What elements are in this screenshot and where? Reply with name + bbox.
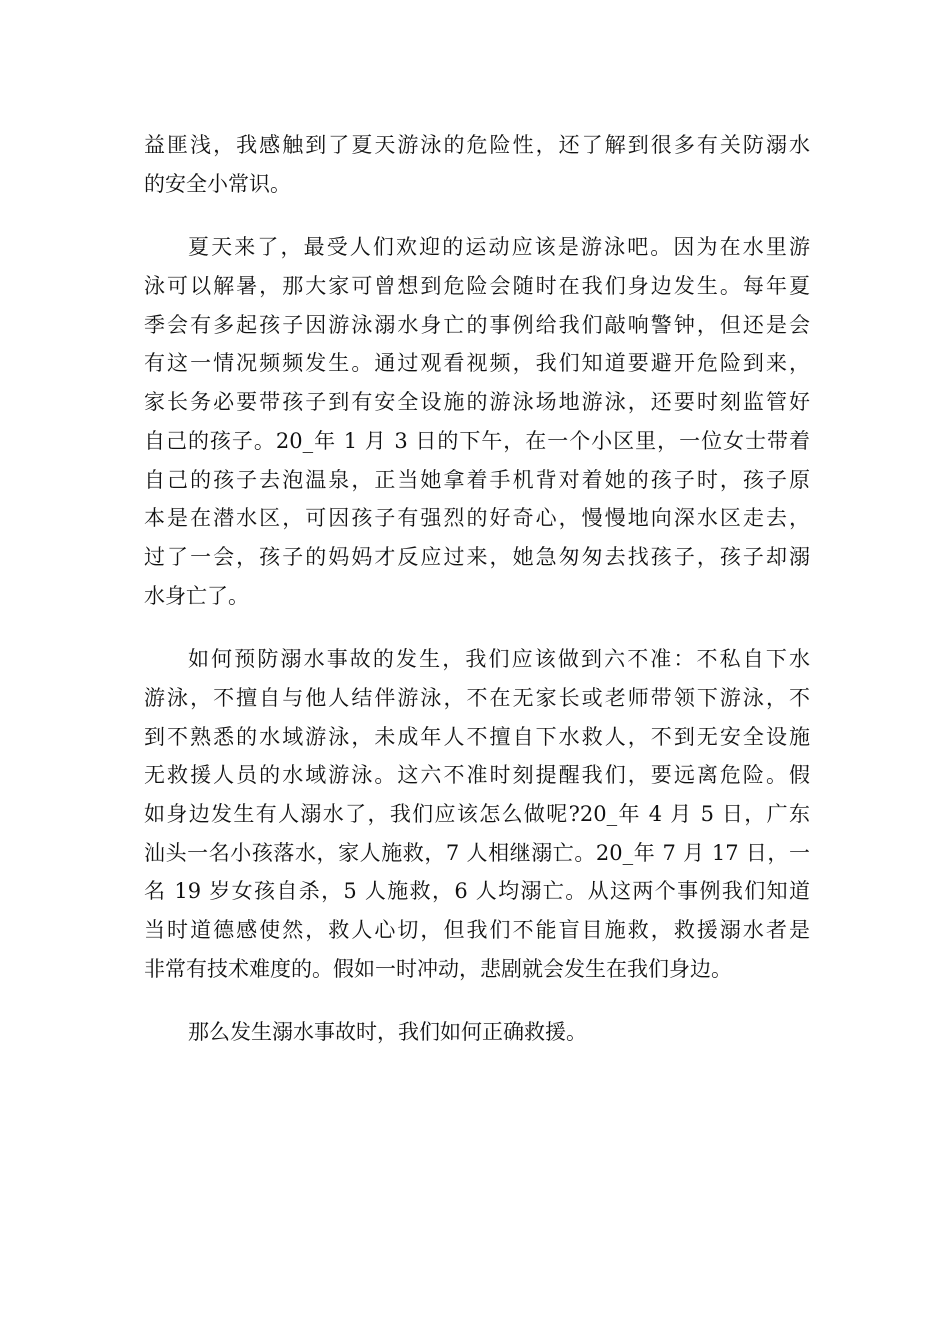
text-line: 当时道德感使然，救人心切，但我们不能盲目施救，救援溺水者是 <box>144 918 810 943</box>
paragraph-gap <box>144 615 810 640</box>
text-line: 泳可以解暑，那大家可曾想到危险会随时在我们身边发生。每年夏 <box>144 274 810 299</box>
text-line: 过了一会，孩子的妈妈才反应过来，她急匆匆去找孩子，孩子却溺 <box>144 544 810 569</box>
text-line: 无救援人员的水域游泳。这六不准时刻提醒我们，要远离危险。假 <box>144 763 810 788</box>
text-line: 自己的孩子去泡温泉，正当她拿着手机背对着她的孩子时，孩子原 <box>144 467 810 492</box>
text-line: 如何预防溺水事故的发生，我们应该做到六不准：不私自下水 <box>188 647 810 672</box>
text-line: 水身亡了。 <box>144 583 249 608</box>
text-line: 名 19 岁女孩自杀，5 人施救，6 人均溺亡。从这两个事例我们知道 <box>144 879 810 904</box>
text-line: 本是在潜水区，可因孩子有强烈的好奇心，慢慢地向深水区走去， <box>144 506 810 531</box>
text-line: 那么发生溺水事故时，我们如何正确救援。 <box>188 1020 587 1045</box>
text-line: 夏天来了，最受人们欢迎的运动应该是游泳吧。因为在水里游 <box>188 235 810 260</box>
text-line: 游泳，不擅自与他人结伴游泳，不在无家长或老师带领下游泳，不 <box>144 685 810 710</box>
text-line: 非常有技术难度的。假如一时冲动，悲剧就会发生在我们身边。 <box>144 956 732 981</box>
text-line: 到不熟悉的水域游泳，未成年人不擅自下水救人，不到无安全设施 <box>144 724 810 749</box>
document-body <box>144 126 810 1052</box>
paragraph-gap <box>144 988 810 1013</box>
text-line: 汕头一名小孩落水，家人施救，7 人相继溺亡。20_年 7 月 17 日，一 <box>144 840 810 865</box>
text-line: 有这一情况频频发生。通过观看视频，我们知道要避开危险到来， <box>144 351 810 376</box>
paragraph-gap <box>144 203 810 228</box>
text-line: 家长务必要带孩子到有安全设施的游泳场地游泳，还要时刻监管好 <box>144 390 810 415</box>
text-line: 季会有多起孩子因游泳溺水身亡的事例给我们敲响警钟，但还是会 <box>144 312 810 337</box>
text-line: 如身边发生有人溺水了，我们应该怎么做呢?20_年 4 月 5 日，广东 <box>144 802 810 826</box>
text-line: 自己的孩子。20_年 1 月 3 日的下午，在一个小区里，一位女士带着 <box>144 428 810 453</box>
text-line: 的安全小常识。 <box>144 171 291 196</box>
text-line: 益匪浅，我感触到了夏天游泳的危险性，还了解到很多有关防溺水 <box>144 133 810 157</box>
